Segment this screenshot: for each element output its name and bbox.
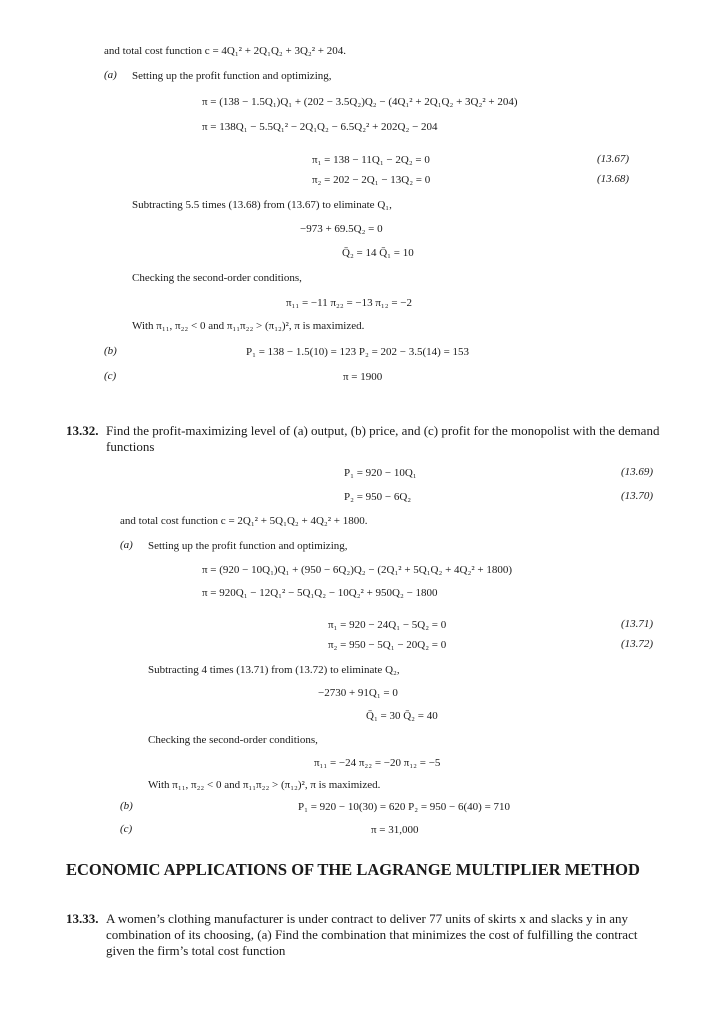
- problem-number: 13.33.: [66, 911, 99, 926]
- equation-tag: (13.72): [621, 638, 654, 650]
- demand-function-2: P₂ = 950 − 6Q₂: [344, 491, 412, 503]
- maximized-statement: With π₁₁, π₂₂ < 0 and π₁₁π₂₂ > (π₁₂)², π is maximized.: [148, 779, 381, 791]
- profit-equation-expanded: π = (138 − 1.5Q₁)Q₁ + (202 − 3.5Q₂)Q₂ − (4Q₁² + 2Q₁Q₂ + 3Q₂² + 204): [202, 96, 518, 108]
- first-order-condition-1: π₁ = 920 − 24Q₁ − 5Q₂ = 0: [328, 619, 447, 631]
- problem-statement: A women’s clothing manufacturer is under contract to deliver 77 units of skirts x and slacks y in any combination of its choosing, (a) Find the combination that minimizes the cost of fulfilling the contract given the firm’s total cost function: [106, 911, 638, 958]
- maximized-statement: With π₁₁, π₂₂ < 0 and π₁₁π₂₂ > (π₁₂)², π is maximized.: [132, 320, 365, 332]
- elimination-equation: −973 + 69.5Q₂ = 0: [300, 223, 383, 235]
- first-order-condition-2: π₂ = 202 − 2Q₁ − 13Q₂ = 0: [312, 174, 431, 186]
- prices-equation: P₁ = 138 − 1.5(10) = 123 P₂ = 202 − 3.5(14) = 153: [246, 346, 470, 358]
- prices-equation: P₁ = 920 − 10(30) = 620 P₂ = 950 − 6(40) = 710: [298, 801, 511, 813]
- elimination-text: Subtracting 5.5 times (13.68) from (13.67) to eliminate Q₁,: [132, 199, 392, 211]
- part-a-intro: Setting up the profit function and optimizing,: [148, 540, 348, 552]
- part-b-label: (b): [104, 345, 117, 357]
- second-order-text: Checking the second-order conditions,: [148, 734, 318, 746]
- section-heading: ECONOMIC APPLICATIONS OF THE LAGRANGE MULTIPLIER METHOD: [66, 860, 640, 879]
- equation-tag: (13.71): [621, 618, 654, 630]
- critical-values: Q̄₁ = 30 Q̄₂ = 40: [366, 710, 438, 722]
- profit-value: π = 1900: [343, 371, 383, 383]
- critical-values: Q̄₂ = 14 Q̄₁ = 10: [342, 247, 414, 259]
- part-c-label: (c): [120, 823, 133, 835]
- second-order-text: Checking the second-order conditions,: [132, 272, 302, 284]
- demand-function-1: P₁ = 920 − 10Q₁: [344, 467, 417, 479]
- part-a-label: (a): [120, 539, 133, 551]
- part-b-label: (b): [120, 800, 133, 812]
- part-c-label: (c): [104, 370, 117, 382]
- problem-number: 13.32.: [66, 423, 99, 438]
- profit-equation-simplified: π = 138Q₁ − 5.5Q₁² − 2Q₁Q₂ − 6.5Q₂² + 202Q₂ − 204: [202, 121, 438, 133]
- second-order-values: π₁₁ = −11 π₂₂ = −13 π₁₂ = −2: [286, 297, 412, 309]
- cost-function-line: and total cost function c = 4Q₁² + 2Q₁Q₂ + 3Q₂² + 204.: [104, 45, 346, 57]
- equation-tag: (13.70): [621, 490, 654, 502]
- part-a-label: (a): [104, 69, 117, 81]
- equation-tag: (13.67): [597, 153, 630, 165]
- first-order-condition-2: π₂ = 950 − 5Q₁ − 20Q₂ = 0: [328, 639, 447, 651]
- first-order-condition-1: π₁ = 138 − 11Q₁ − 2Q₂ = 0: [312, 154, 430, 166]
- problem-statement: Find the profit-maximizing level of (a) output, (b) price, and (c) profit for the monopolist with the demand functions: [106, 423, 660, 454]
- elimination-equation: −2730 + 91Q₁ = 0: [318, 687, 398, 699]
- second-order-values: π₁₁ = −24 π₂₂ = −20 π₁₂ = −5: [314, 757, 441, 769]
- equation-tag: (13.68): [597, 173, 630, 185]
- profit-equation-simplified: π = 920Q₁ − 12Q₁² − 5Q₁Q₂ − 10Q₂² + 950Q₂ − 1800: [202, 587, 438, 599]
- equation-tag: (13.69): [621, 466, 654, 478]
- part-a-intro: Setting up the profit function and optimizing,: [132, 70, 332, 82]
- cost-function-line: and total cost function c = 2Q₁² + 5Q₁Q₂ + 4Q₂² + 1800.: [120, 515, 368, 527]
- profit-value: π = 31,000: [371, 824, 419, 836]
- profit-equation-expanded: π = (920 − 10Q₁)Q₁ + (950 − 6Q₂)Q₂ − (2Q₁² + 5Q₁Q₂ + 4Q₂² + 1800): [202, 564, 512, 576]
- elimination-text: Subtracting 4 times (13.71) from (13.72) to eliminate Q₂,: [148, 664, 400, 676]
